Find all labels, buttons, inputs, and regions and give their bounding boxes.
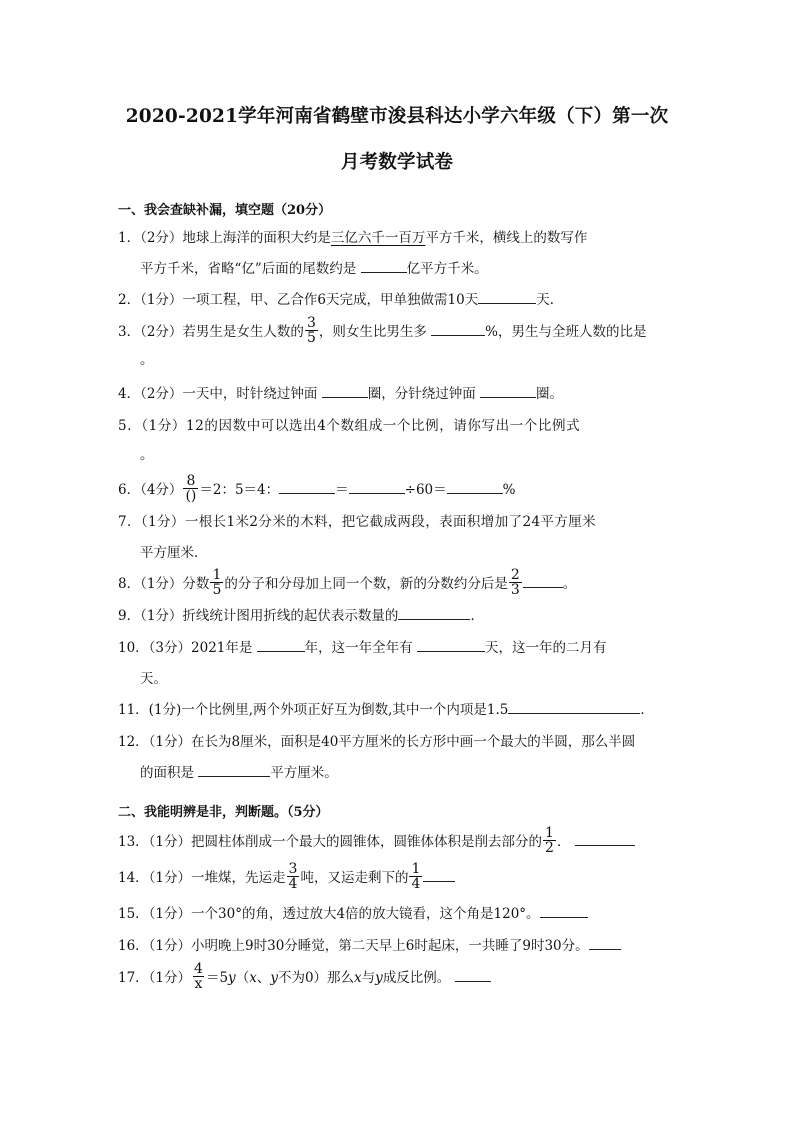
question-4: 4．（2分）一天中，时针绕过钟面 圈，分针绕过钟面 圈。: [118, 378, 676, 410]
answer-blank[interactable]: [349, 478, 405, 494]
question-10: 10．（3分）2021年是 年，这一年全年有 天，这一年的二月有 天。: [118, 632, 676, 694]
answer-blank[interactable]: [455, 966, 491, 982]
answer-blank[interactable]: [589, 934, 621, 950]
answer-blank[interactable]: [478, 288, 536, 304]
question-7: 7．（1分）一根长1米2分米的木料，把它截成两段，表面积增加了24平方厘米 平方厘米．: [118, 514, 597, 561]
answer-blank[interactable]: [447, 478, 503, 494]
answer-blank[interactable]: [540, 902, 588, 918]
question-11: 11．(1分)一个比例里,两个外项正好互为倒数,其中一个内项是1.5 ．: [118, 694, 676, 726]
question-8: 8．（1分）分数 $\frac{1}{5}$ 的分子和分母加上同一个数，新的分数约分后是 $\frac{2}{3}$ 。: [118, 567, 577, 598]
question-9: 9．（1分）折线统计图用折线的起伏表示数量的 ．: [118, 600, 676, 632]
answer-blank[interactable]: [361, 257, 407, 273]
answer-blank[interactable]: [575, 830, 635, 846]
fraction: $\frac{2}{3}$: [510, 567, 520, 598]
exam-title-line1: 2020-2021学年河南省鹤壁市浚县科达小学六年级（下）第一次: [125, 106, 669, 127]
fraction: $\frac{8}{()}$: [185, 473, 197, 504]
answer-blank[interactable]: [417, 636, 485, 652]
question-17: 17．（1分） $\frac{4}{x}$ ＝5y（x、y不为0）那么x与y成反比例。: [118, 962, 676, 994]
fraction: $\frac{4}{x}$: [194, 961, 203, 992]
fraction: $\frac{3}{4}$: [288, 861, 298, 892]
fraction: $\frac{1}{4}$: [411, 861, 421, 892]
question-1: 1．（2分）地球上海洋的面积大约是三亿六千一百万平方千米，横线上的数写作 平方千米，省略“亿”后面的尾数约是 亿平方千米。: [118, 230, 588, 277]
exam-title-line2: 月考数学试卷: [340, 152, 454, 173]
question-15: 15．（1分）一个30°的角，透过放大4倍的放大镜看，这个角是120°。: [118, 898, 676, 930]
answer-blank[interactable]: [398, 604, 470, 620]
answer-blank[interactable]: [431, 320, 485, 336]
question-5: 5．（1分）12的因数中可以选出4个数组成一个比例，请你写出一个比例式 。: [118, 418, 581, 463]
question-3: 3．（2分）若男生是女生人数的 $\frac{3}{5}$ ，则女生比男生多 %，男生与全班人数的比是 。: [118, 315, 647, 368]
answer-blank[interactable]: [523, 572, 563, 588]
section-heading-fill-in: 一、我会查缺补漏，填空题（20分）: [118, 203, 332, 218]
question-14: 14．（1分）一堆煤，先运走 $\frac{3}{4}$ 吨，又运走剩下的 $\frac{1}{4}$: [118, 862, 676, 894]
question-2: 2．（1分）一项工程，甲、乙合作6天完成，甲单独做需10天 天．: [118, 284, 676, 316]
question-13: 13．（1分）把圆柱体削成一个最大的圆锥体，圆锥体体积是削去部分的 $\frac{1}{2}$ ．: [118, 826, 676, 858]
section-heading-true-false: 二、我能明辨是非，判断题。（5分）: [118, 805, 329, 820]
answer-blank[interactable]: [279, 478, 335, 494]
answer-blank[interactable]: [322, 382, 368, 398]
question-12: 12．（1分）在长为8厘米，面积是40平方厘米的长方形中画一个最大的半圆，那么半圆 的面积是 平方厘米。: [118, 734, 636, 781]
question-16: 16．（1分）小明晚上9时30分睡觉，第二天早上6时起床，一共睡了9时30分。: [118, 930, 676, 962]
answer-blank[interactable]: [423, 866, 455, 882]
answer-blank[interactable]: [480, 382, 536, 398]
fraction: $\frac{1}{2}$: [545, 825, 554, 856]
question-6: 6．（4分） $\frac{8}{()}$ ＝2：5＝4： ＝ ÷60＝ %: [118, 473, 516, 504]
underlined-number: 三亿六千一百万: [330, 230, 426, 246]
fraction: $\frac{1}{5}$: [212, 567, 222, 598]
fraction: $\frac{3}{5}$: [306, 315, 316, 346]
answer-blank[interactable]: [508, 698, 640, 714]
answer-blank[interactable]: [198, 761, 270, 777]
answer-blank[interactable]: [257, 636, 305, 652]
